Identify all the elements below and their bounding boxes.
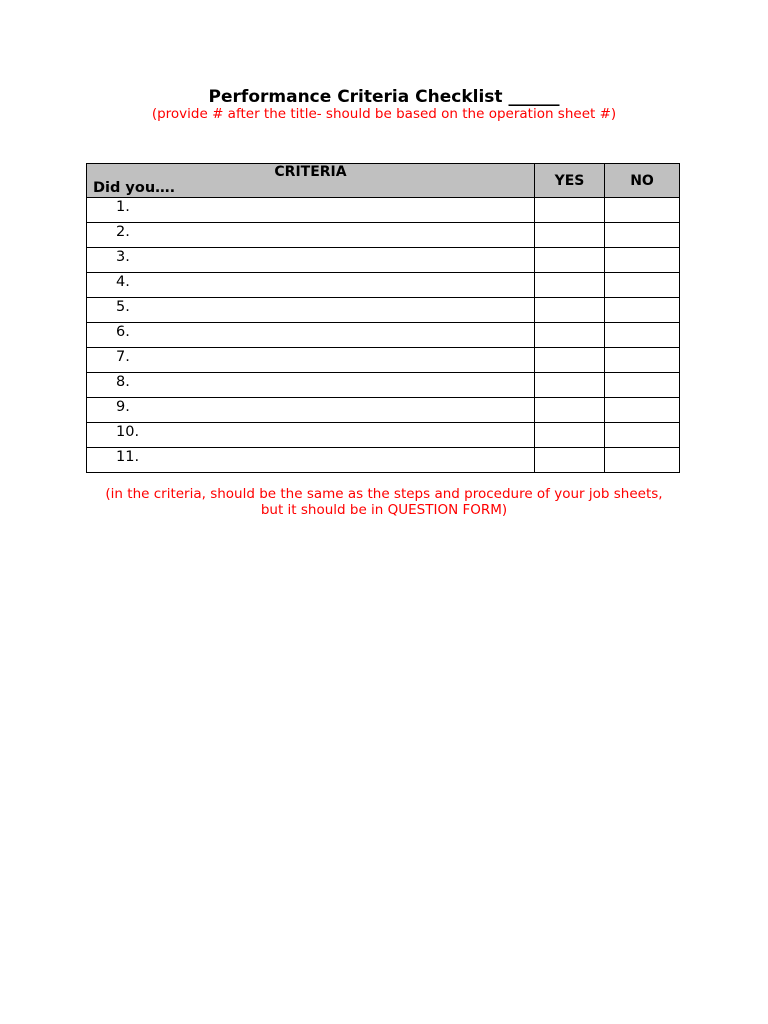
- yes-cell[interactable]: [535, 323, 605, 348]
- criteria-header: [87, 164, 535, 198]
- criteria-number: 8.: [116, 374, 130, 390]
- yes-cell[interactable]: [535, 223, 605, 248]
- table-row: [87, 273, 680, 298]
- criteria-cell[interactable]: [87, 348, 535, 373]
- table-row: [87, 323, 680, 348]
- yes-cell[interactable]: [535, 298, 605, 323]
- criteria-number: 10.: [116, 424, 140, 440]
- table-row: [87, 398, 680, 423]
- no-cell[interactable]: [605, 348, 680, 373]
- criteria-cell[interactable]: [87, 298, 535, 323]
- criteria-cell[interactable]: [87, 423, 535, 448]
- criteria-number: 6.: [116, 324, 130, 340]
- criteria-cell[interactable]: [87, 248, 535, 273]
- criteria-number: 11.: [116, 449, 140, 465]
- criteria-rows: [87, 198, 680, 473]
- yes-cell[interactable]: [535, 423, 605, 448]
- yes-cell[interactable]: [535, 398, 605, 423]
- criteria-number: 7.: [116, 349, 130, 365]
- title-instruction: (provide # after the title- should be based on the operation sheet #): [151, 106, 617, 122]
- criteria-cell[interactable]: [87, 273, 535, 298]
- no-cell[interactable]: [605, 448, 680, 473]
- criteria-number: 3.: [116, 249, 130, 265]
- criteria-cell[interactable]: [87, 323, 535, 348]
- yes-cell[interactable]: [535, 248, 605, 273]
- criteria-number: 2.: [116, 224, 130, 240]
- yes-header: YES: [535, 164, 605, 198]
- no-cell[interactable]: [605, 323, 680, 348]
- no-header: NO: [605, 164, 680, 198]
- no-cell[interactable]: [605, 298, 680, 323]
- no-cell[interactable]: [605, 373, 680, 398]
- criteria-checklist-table: [86, 163, 680, 473]
- criteria-instruction-note: (in the criteria, should be the same as the steps and procedure of your job sheets, but it should be in QUESTION FORM): [105, 486, 663, 518]
- criteria-number: 4.: [116, 274, 130, 290]
- criteria-number: 5.: [116, 299, 130, 315]
- no-cell[interactable]: [605, 223, 680, 248]
- no-cell[interactable]: [605, 198, 680, 223]
- criteria-cell[interactable]: [87, 373, 535, 398]
- no-cell[interactable]: [605, 248, 680, 273]
- table-row: [87, 348, 680, 373]
- yes-cell[interactable]: [535, 373, 605, 398]
- criteria-number: 1.: [116, 199, 130, 215]
- table-header-row: [87, 164, 680, 198]
- yes-cell[interactable]: [535, 198, 605, 223]
- criteria-number: 9.: [116, 399, 130, 415]
- table-row: [87, 198, 680, 223]
- no-cell[interactable]: [605, 398, 680, 423]
- no-cell[interactable]: [605, 273, 680, 298]
- yes-cell[interactable]: [535, 448, 605, 473]
- criteria-header-label: CRITERIA: [274, 164, 347, 180]
- criteria-cell[interactable]: [87, 448, 535, 473]
- table-row: [87, 448, 680, 473]
- yes-cell[interactable]: [535, 273, 605, 298]
- table-row: [87, 248, 680, 273]
- did-you-label: Did you….: [93, 180, 176, 196]
- table-row: [87, 423, 680, 448]
- page-title: Performance Criteria Checklist ______: [208, 87, 560, 107]
- table-row: [87, 223, 680, 248]
- no-cell[interactable]: [605, 423, 680, 448]
- criteria-cell[interactable]: [87, 398, 535, 423]
- table-row: [87, 373, 680, 398]
- yes-cell[interactable]: [535, 348, 605, 373]
- table-row: [87, 298, 680, 323]
- criteria-cell[interactable]: [87, 223, 535, 248]
- criteria-cell[interactable]: [87, 198, 535, 223]
